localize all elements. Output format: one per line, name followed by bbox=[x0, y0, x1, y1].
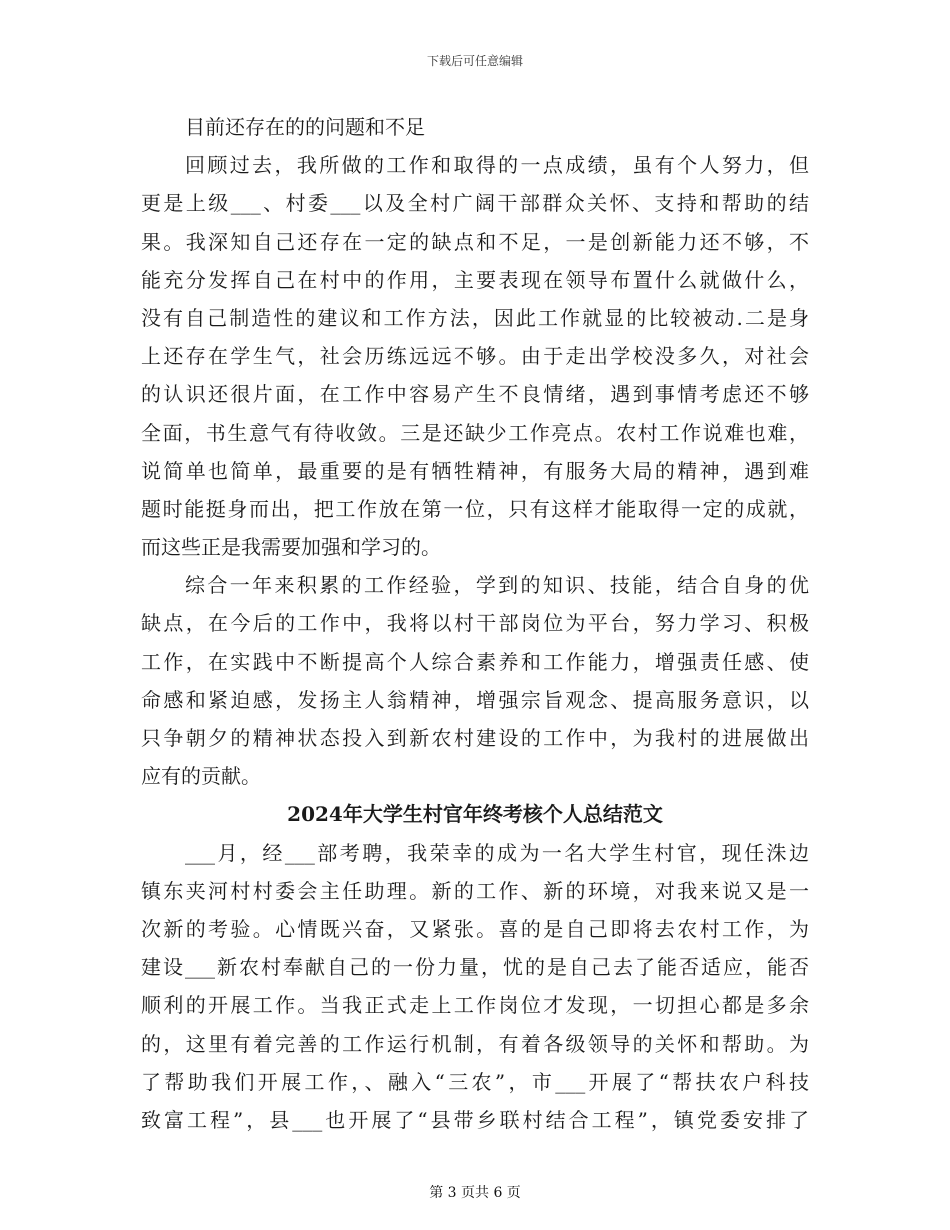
text-line: 果。我深知自己还存在一定的缺点和不足，一是创新能力还不够，不 bbox=[141, 229, 809, 254]
text-line: 了帮助我们开展工作，、融入“三农”，市___开展了“帮扶农户科技 bbox=[141, 1069, 809, 1094]
page-header: 下载后可任意编辑 bbox=[426, 54, 523, 68]
text-line: 全面，书生意气有待收敛。三是还缺少工作亮点。农村工作说难也难， bbox=[141, 420, 809, 445]
text-line: 目前还存在的的问题和不足 bbox=[185, 115, 425, 139]
page-footer: 第 3 页共 6 页 bbox=[429, 1185, 521, 1201]
text-line: 综合一年来积累的工作经验，学到的知识、技能，结合自身的优 bbox=[185, 573, 809, 598]
text-line: 更是上级___、村委___以及全村广阔干部群众关怀、支持和帮助的结 bbox=[141, 191, 809, 216]
text-line: 而这些正是我需要加强和学习的。 bbox=[141, 535, 441, 560]
text-line: 说简单也简单，最重要的是有牺牲精神，有服务大局的精神，遇到难 bbox=[141, 458, 809, 483]
text-line: 工作，在实践中不断提高个人综合素养和工作能力，增强责任感、使 bbox=[141, 649, 809, 674]
text-line: 命感和紧迫感，发扬主人翁精神，增强宗旨观念、提高服务意识，以 bbox=[141, 687, 809, 712]
text-line: 的认识还很片面，在工作中容易产生不良情绪，遇到事情考虑还不够 bbox=[141, 382, 809, 407]
text-line: 缺点，在今后的工作中，我将以村干部岗位为平台，努力学习、积极 bbox=[141, 611, 809, 636]
text-line: 没有自己制造性的建议和工作方法，因此工作就显的比较被动.二是身 bbox=[141, 305, 809, 330]
text-line: 回顾过去，我所做的工作和取得的一点成绩，虽有个人努力，但 bbox=[185, 153, 809, 178]
text-line: 致富工程”，县___也开展了“县带乡联村结合工程”，镇党委安排了 bbox=[141, 1107, 809, 1132]
text-line: 顺利的开展工作。当我正式走上工作岗位才发现，一切担心都是多余 bbox=[141, 993, 809, 1018]
text-line: 上还存在学生气，社会历练远远不够。由于走出学校没多久，对社会 bbox=[141, 344, 809, 369]
text-line: 建设___新农村奉献自己的一份力量，忧的是自己去了能否适应，能否 bbox=[141, 955, 809, 980]
text-line: ___月，经___部考聘，我荣幸的成为一名大学生村官，现任洙边 bbox=[185, 840, 809, 865]
text-line: 次新的考验。心情既兴奋，又紧张。喜的是自己即将去农村工作，为 bbox=[141, 916, 809, 941]
text-line: 能充分发挥自己在村中的作用，主要表现在领导布置什么就做什么， bbox=[141, 267, 809, 292]
text-line: 镇东夹河村村委会主任助理。新的工作、新的环境，对我来说又是一 bbox=[141, 878, 809, 903]
text-line: 题时能挺身而出，把工作放在第一位，只有这样才能取得一定的成就， bbox=[141, 496, 809, 521]
text-line: 应有的贡献。 bbox=[141, 764, 261, 789]
text-line: 的，这里有着完善的工作运行机制，有着各级领导的关怀和帮助。为 bbox=[141, 1031, 809, 1056]
text-line: 只争朝夕的精神状态投入到新农村建设的工作中，为我村的进展做出 bbox=[141, 726, 809, 750]
section-title: 2024年大学生村官年终考核个人总结范文 bbox=[287, 802, 663, 827]
document-body bbox=[141, 108, 809, 1139]
